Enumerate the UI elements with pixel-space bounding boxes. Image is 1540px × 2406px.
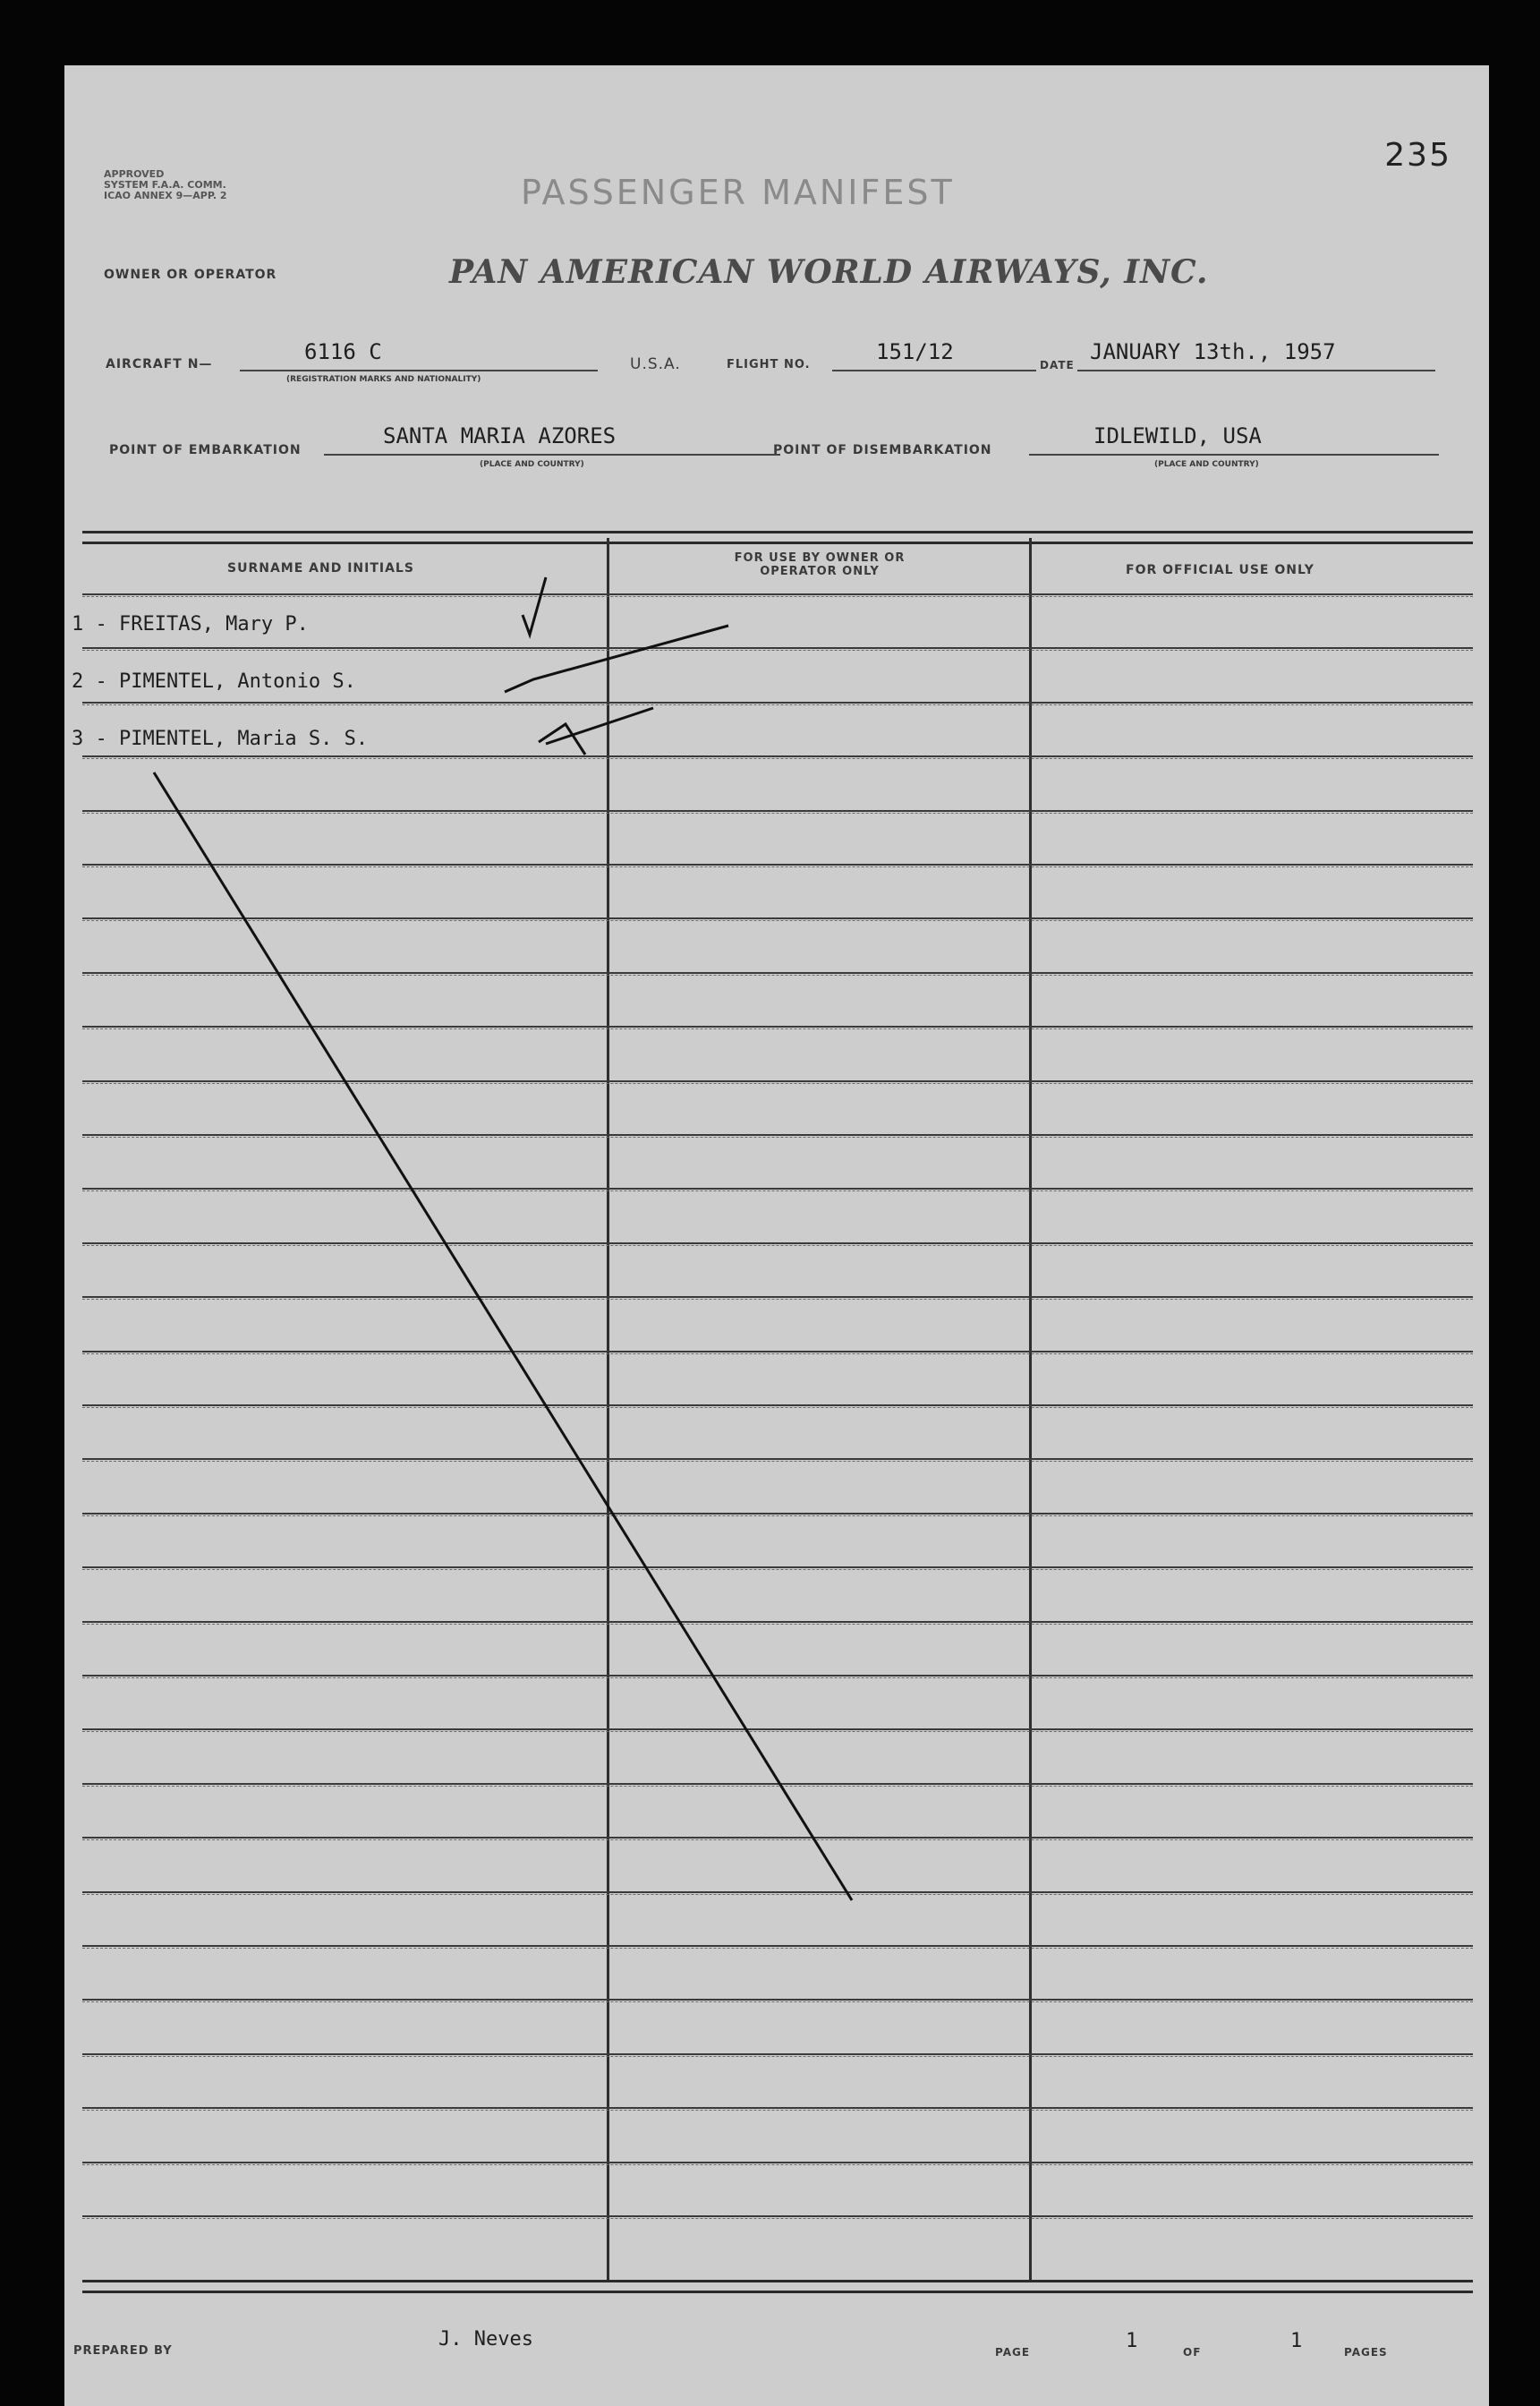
disembarkation-sublabel: (PLACE AND COUNTRY) (1154, 460, 1259, 469)
embarkation-label: POINT OF EMBARKATION (109, 443, 302, 457)
pages-label: PAGES (1344, 2346, 1388, 2359)
owner-value: PAN AMERICAN WORLD AIRWAYS, INC. (449, 253, 1209, 291)
flight-label: FLIGHT NO. (727, 358, 811, 371)
aircraft-country: U.S.A. (630, 355, 681, 373)
of-value: 1 (1290, 2330, 1303, 2352)
manifest-page (64, 65, 1489, 2406)
page-label: PAGE (995, 2346, 1031, 2359)
of-label: OF (1183, 2346, 1202, 2359)
column-header-surname: SURNAME AND INITIALS (227, 561, 414, 576)
passenger-row-1: 1 - FREITAS, Mary P. (72, 613, 309, 636)
strike-line (154, 772, 852, 1900)
page-title: PASSENGER MANIFEST (521, 173, 955, 212)
embarkation-sublabel: (PLACE AND COUNTRY) (480, 460, 584, 469)
flight-value: 151/12 (876, 339, 954, 364)
passenger-row-3: 3 - PIMENTEL, Maria S. S. (72, 728, 369, 750)
prepared-by-value: J. Neves (438, 2328, 533, 2351)
disembarkation-value: IDLEWILD, USA (1093, 423, 1262, 448)
page-number: 235 (1384, 137, 1451, 174)
embarkation-value: SANTA MARIA AZORES (383, 423, 617, 448)
column-header-operator: FOR USE BY OWNER OR OPERATOR ONLY (734, 551, 906, 578)
prepared-by-label: PREPARED BY (73, 2344, 173, 2358)
page-value: 1 (1126, 2330, 1138, 2352)
aircraft-sublabel: (REGISTRATION MARKS AND NATIONALITY) (286, 375, 481, 384)
date-label: DATE (1040, 359, 1075, 371)
aircraft-label: AIRCRAFT N— (106, 357, 213, 371)
date-value: JANUARY 13th., 1957 (1090, 339, 1336, 364)
checkmark-3 (539, 708, 653, 755)
owner-label: OWNER OR OPERATOR (104, 268, 277, 282)
approval-stamp: APPROVED SYSTEM F.A.A. COMM. ICAO ANNEX 9—APP. 2 (104, 168, 227, 201)
disembarkation-label: POINT OF DISEMBARKATION (773, 443, 992, 457)
column-header-official: FOR OFFICIAL USE ONLY (1126, 563, 1315, 577)
checkmark-1 (523, 577, 546, 635)
handwritten-marks (64, 65, 1489, 2406)
checkmark-2 (505, 626, 728, 692)
aircraft-value: 6116 C (304, 339, 382, 364)
passenger-row-2: 2 - PIMENTEL, Antonio S. (72, 670, 356, 693)
